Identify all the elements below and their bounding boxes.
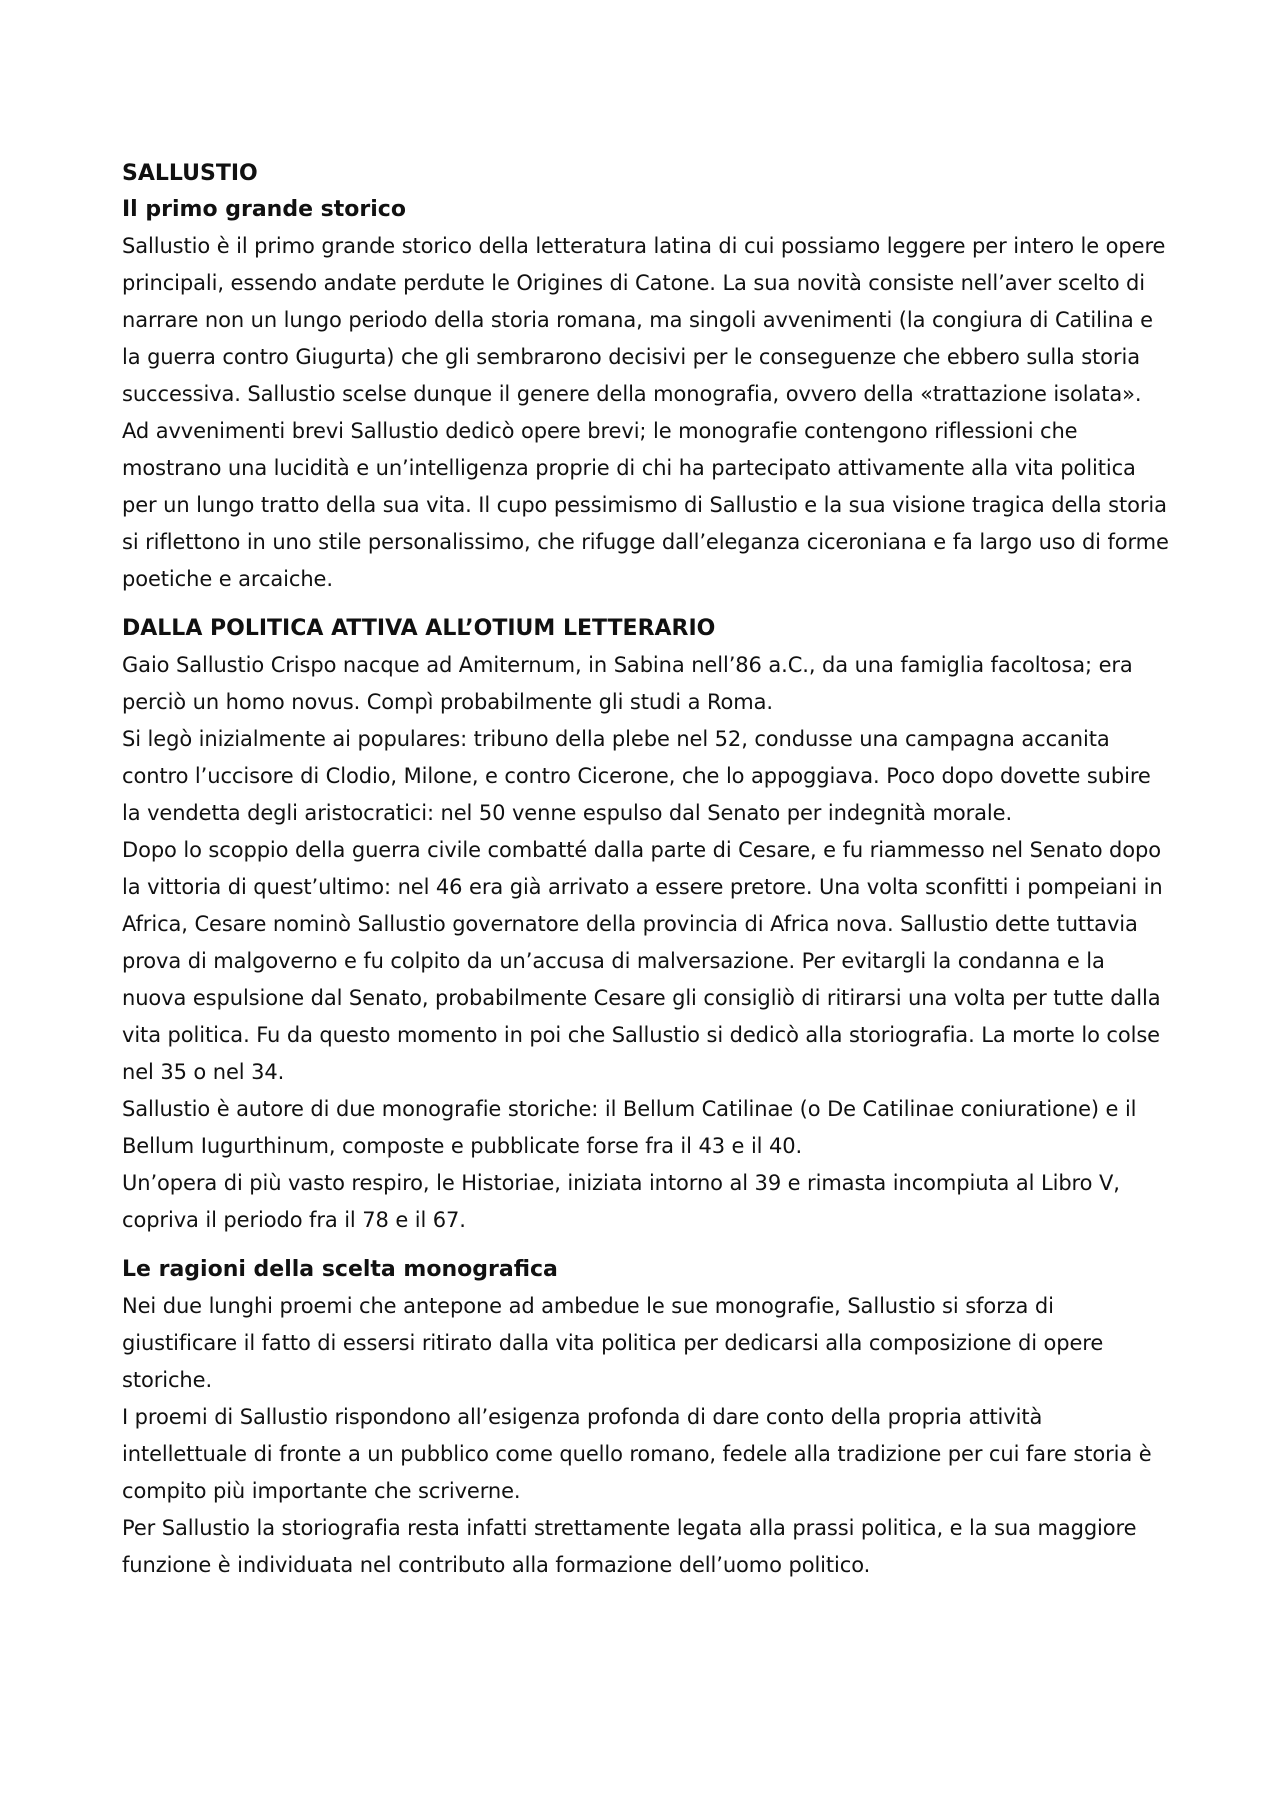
section-heading: Il primo grande storico xyxy=(122,197,406,222)
section-heading: Le ragioni della scelta monografica xyxy=(122,1257,558,1282)
paragraph: Nei due lunghi proemi che antepone ad ambedue le sue monografie, Sallustio si sforza di giustificare il fatto di essersi ritirato dalla vita politica per dedicarsi alla composizione di opere storiche. xyxy=(122,1294,1104,1392)
paragraph: Gaio Sallustio Crispo nacque ad Amiternum, in Sabina nell’86 a.C., da una famiglia facoltosa; era perciò un homo novus. Compì probabilmente gli studi a Roma. xyxy=(122,653,1133,714)
paragraph: Sallustio è il primo grande storico della letteratura latina di cui possiamo leggere per intero le opere principali, essendo andate perdute le Origines di Catone. La sua novità consiste nell’aver scelto di narrare non un lungo periodo della storia romana, ma singoli avvenimenti (la congiura di Catilina e la guerra contro Giugurta) che gli sembrarono decisivi per le conseguenze che ebbero sulla storia successiva. Sallustio scelse dunque il genere della monografia, ovvero della «trattazione isolata». Ad avvenimenti brevi Sallustio dedicò opere brevi; le monografie contengono riflessioni che mostrano una lucidità e un’intelligenza proprie di chi ha partecipato attivamente alla vita politica per un lungo tratto della sua vita. Il cupo pessimismo di Sallustio e la sua visione tragica della storia si riflettono in uno stile personalissimo, che rifugge dall’eleganza ciceroniana e fa largo uso di forme poetiche e arcaiche. xyxy=(122,234,1169,591)
paragraph: Si legò inizialmente ai populares: tribuno della plebe nel 52, condusse una campagna accanita contro l’uccisore di Clodio, Milone, e contro Cicerone, che lo appoggiava. Poco dopo dovette subire la vendetta degli aristocratici: nel 50 venne espulso dal Senato per indegnità morale. xyxy=(122,727,1151,825)
paragraph: Per Sallustio la storiografia resta infatti strettamente legata alla prassi politica, e la sua maggiore funzione è individuata nel contributo alla formazione dell’uomo politico. xyxy=(122,1516,1137,1577)
paragraph: Un’opera di più vasto respiro, le Historiae, iniziata intorno al 39 e rimasta incompiuta al Libro V, copriva il periodo fra il 78 e il 67. xyxy=(122,1171,1120,1232)
section-heading: DALLA POLITICA ATTIVA ALL’OTIUM LETTERARIO xyxy=(122,616,716,641)
paragraph: Dopo lo scoppio della guerra civile combatté dalla parte di Cesare, e fu riammesso nel Senato dopo la vittoria di quest’ultimo: nel 46 era già arrivato a essere pretore. Una volta sconfitti i pompeiani in Africa, Cesare nominò Sallustio governatore della provincia di Africa nova. Sallustio dette tuttavia prova di malgoverno e fu colpito da un’accusa di malversazione. Per evitargli la condanna e la nuova espulsione dal Senato, probabilmente Cesare gli consigliò di ritirarsi una volta per tutte dalla vita politica. Fu da questo momento in poi che Sallustio si dedicò alla storiografia. La morte lo colse nel 35 o nel 34. xyxy=(122,838,1163,1084)
document-title: SALLUSTIO xyxy=(122,161,258,186)
document-body xyxy=(122,157,1172,1584)
section-politica-otium xyxy=(122,610,1172,1239)
section-primo-grande-storico xyxy=(122,191,1172,598)
paragraph: I proemi di Sallustio rispondono all’esigenza profonda di dare conto della propria attività intellettuale di fronte a un pubblico come quello romano, fedele alla tradizione per cui fare storia è compito più importante che scriverne. xyxy=(122,1405,1152,1503)
paragraph: Sallustio è autore di due monografie storiche: il Bellum Catilinae (o De Catilinae coniuratione) e il Bellum Iugurthinum, composte e pubblicate forse fra il 43 e il 40. xyxy=(122,1097,1137,1158)
section-scelta-monografica xyxy=(122,1251,1172,1584)
